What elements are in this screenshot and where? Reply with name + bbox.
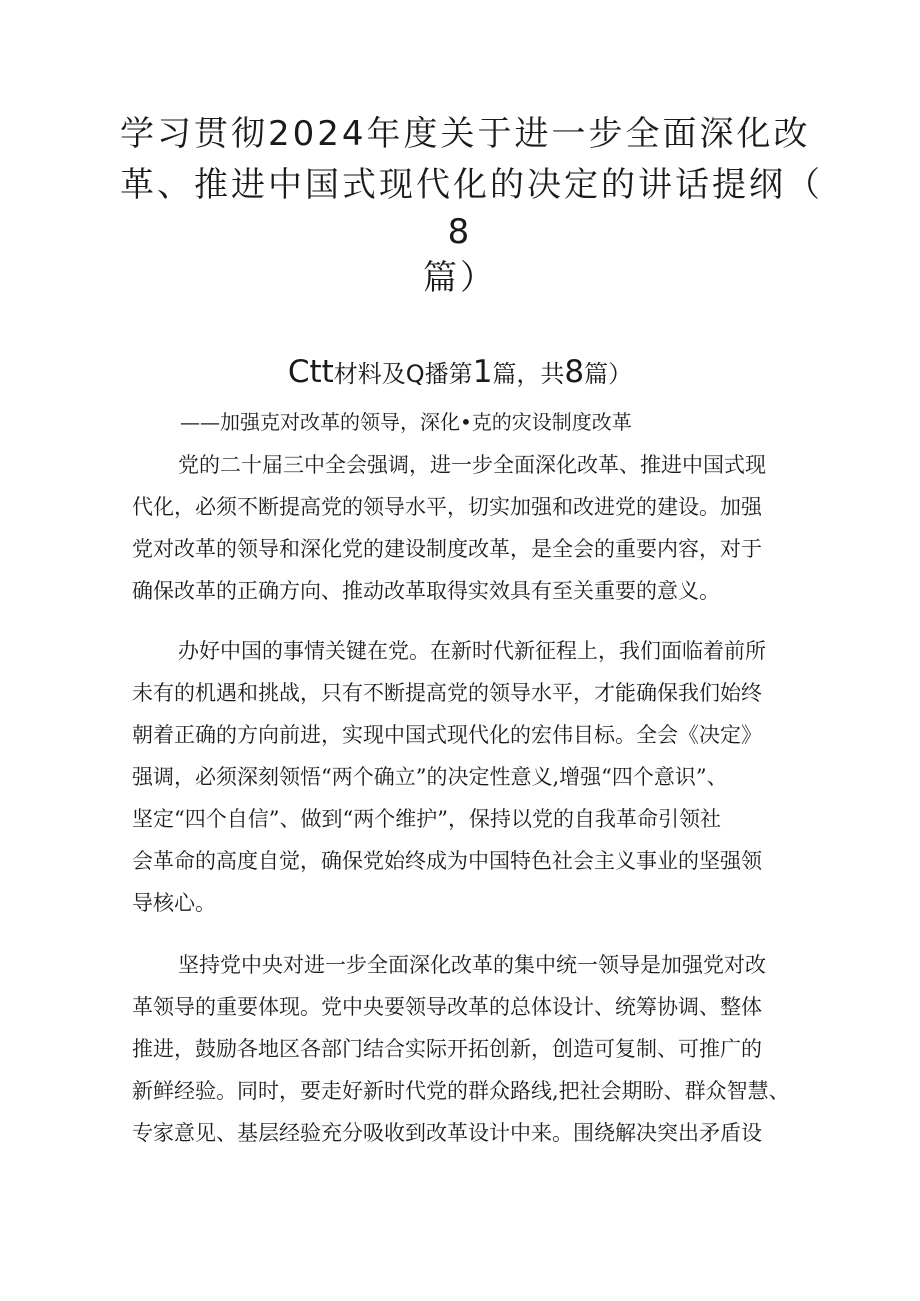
- paragraph-line: 朝着正确的方向前进，实现中国式现代化的宏伟目标。全会《决定》: [132, 723, 762, 747]
- paragraph-line: 会革命的高度自觉，确保党始终成为中国特色社会主义事业的坚强领: [132, 849, 762, 873]
- document-title-line-1: 学习贯彻2024年度关于进一步全面深化改: [120, 114, 811, 154]
- paragraph-2: [132, 630, 792, 924]
- paragraph-line: 确保改革的正确方向、推动改革取得实效具有至关重要的意义。: [132, 579, 720, 603]
- paragraph-line: 导核心。: [132, 891, 216, 915]
- subtitle-number-2: 8: [564, 354, 585, 390]
- subtitle-middle-1: 材料及Q播第: [333, 360, 473, 388]
- subtitle-suffix: 篇）: [584, 360, 633, 388]
- paragraph-1: [132, 444, 792, 612]
- document-subtitle: [160, 354, 760, 392]
- paragraph-line: 坚定“四个自信”、做到“两个维护”，保持以党的自我革命引领社: [132, 807, 721, 831]
- document-title-line-2: 革、推进中国式现代化的决定的讲话提纲（: [120, 165, 823, 205]
- paragraph-line: 代化，必须不断提高党的领导水平，切实加强和改进党的建设。加强: [132, 495, 762, 519]
- paragraph-line: 强调，必须深刻领悟“两个确立”的决定性意义,增强“四个意识”、: [132, 765, 728, 789]
- paragraph-line: 专家意见、基层经验充分吸收到改革设计中来。围绕解决突出矛盾设: [132, 1121, 762, 1145]
- paragraph-line: 未有的机遇和挑战，只有不断提高党的领导水平，才能确保我们始终: [132, 681, 762, 705]
- document-tagline: ——加强克对改革的领导，深化•克的灾设制度改革: [180, 410, 632, 434]
- subtitle-prefix: Ctt: [287, 354, 334, 390]
- document-title-line-3: 8: [447, 212, 473, 252]
- paragraph-line: 党的二十届三中全会强调，进一步全面深化改革、推进中国式现: [178, 453, 766, 477]
- paragraph-line: 党对改革的领导和深化党的建设制度改革，是全会的重要内容，对于: [132, 537, 762, 561]
- paragraph-line: 新鲜经验。同时，要走好新时代党的群众路线,把社会期盼、群众智慧、: [132, 1079, 790, 1103]
- paragraph-line: 革领导的重要体现。党中央要领导改革的总体设计、统筹协调、整体: [132, 995, 762, 1019]
- subtitle-number-1: 1: [472, 354, 493, 390]
- paragraph-line: 办好中国的事情关键在党。在新时代新征程上，我们面临着前所: [178, 639, 766, 663]
- paragraph-line: 推进，鼓励各地区各部门结合实际开拓创新，创造可复制、可推广的: [132, 1037, 762, 1061]
- paragraph-3: [132, 944, 792, 1154]
- paragraph-line: 坚持党中央对进一步全面深化改革的集中统一领导是加强党对改: [178, 953, 766, 977]
- subtitle-middle-2: 篇，共: [492, 360, 565, 388]
- document-title-line-4: 篇）: [423, 258, 497, 298]
